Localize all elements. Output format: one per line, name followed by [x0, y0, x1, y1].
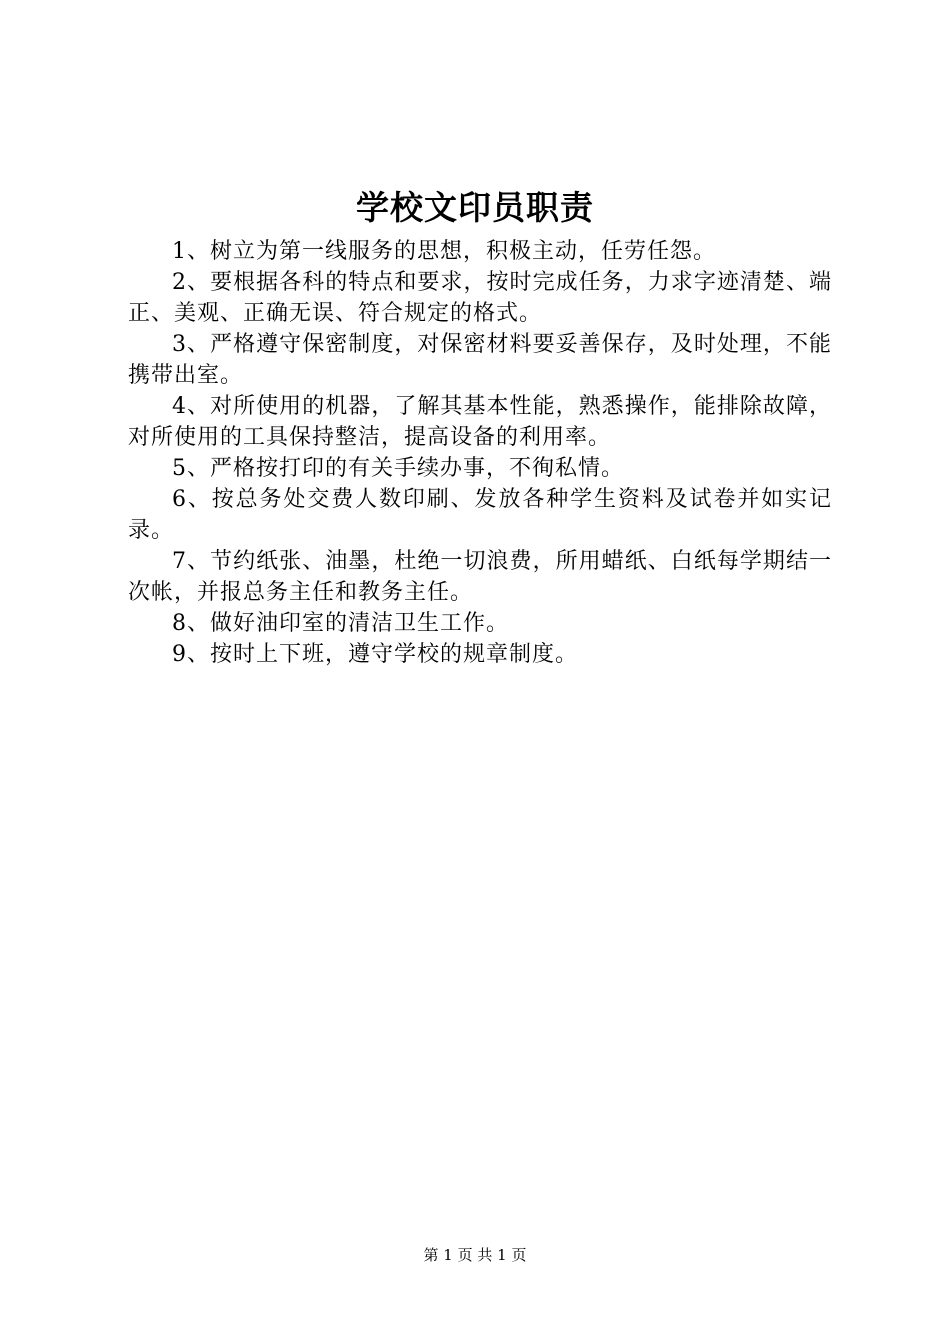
page-number-footer: 第 1 页 共 1 页 [423, 1246, 527, 1264]
duty-item-3: 3、严格遵守保密制度，对保密材料要妥善保存，及时处理，不能携带出室。 [128, 332, 832, 388]
duty-item-5: 5、严格按打印的有关手续办事，不徇私情。 [172, 456, 624, 481]
document-body [128, 236, 832, 670]
duty-item-2: 2、要根据各科的特点和要求，按时完成任务，力求字迹清楚、端正、美观、正确无误、符合规定的格式。 [128, 270, 832, 326]
duty-item-1: 1、树立为第一线服务的思想，积极主动，任劳任怨。 [172, 239, 716, 264]
duty-item-8: 8、做好油印室的清洁卫生工作。 [172, 611, 509, 636]
document-title: 学校文印员职责 [356, 188, 594, 227]
duty-item-7: 7、节约纸张、油墨，杜绝一切浪费，所用蜡纸、白纸每学期结一次帐，并报总务主任和教务主任。 [128, 549, 832, 605]
duty-item-4: 4、对所使用的机器，了解其基本性能，熟悉操作，能排除故障，对所使用的工具保持整洁，提高设备的利用率。 [128, 394, 832, 450]
duty-item-9: 9、按时上下班，遵守学校的规章制度。 [172, 642, 578, 667]
duty-item-6: 6、按总务处交费人数印刷、发放各种学生资料及试卷并如实记录。 [128, 487, 832, 543]
